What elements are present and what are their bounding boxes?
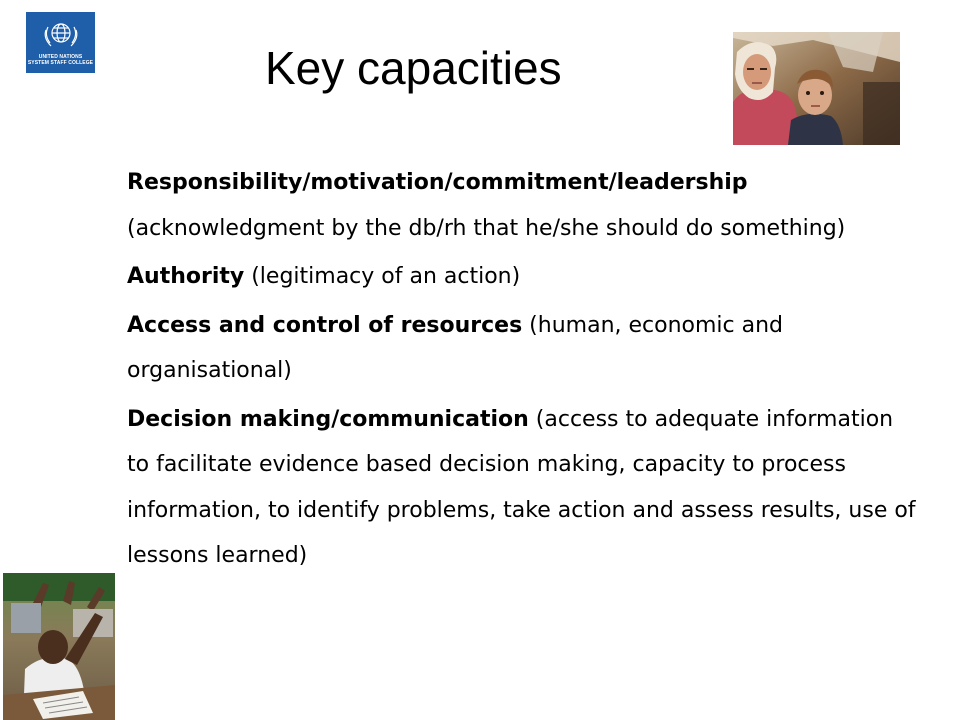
key-capacities-list — [127, 160, 917, 582]
list-item-heading: Authority — [127, 264, 245, 289]
photo-woman-and-child — [733, 32, 900, 145]
un-emblem-icon — [38, 18, 84, 52]
list-item-detail: (acknowledgment by the db/rh that he/she should do something) — [127, 215, 846, 241]
list-item — [127, 160, 917, 251]
list-item-detail: (legitimacy of an action) — [244, 264, 521, 289]
list-item — [127, 254, 917, 300]
list-item-heading: Decision making/communication — [127, 406, 529, 432]
list-item — [127, 303, 917, 394]
list-item-detail: (human, economic and organisational) — [127, 312, 784, 383]
slide-title: Key capacities — [265, 42, 562, 94]
list-item-heading: Responsibility/motivation/commitment/leadership — [127, 170, 748, 195]
un-system-staff-college-logo — [26, 12, 95, 73]
photo-classroom-students — [3, 573, 115, 720]
list-item-detail: (access to adequate information to facilitate evidence based decision making, capacity to process information, to identify problems, take action and assess results, use of lessons learned) — [127, 406, 916, 568]
logo-caption: UNITED NATIONS SYSTEM STAFF COLLEGE — [27, 54, 94, 66]
list-item — [127, 397, 917, 579]
list-item-heading: Access and control of resources — [127, 312, 523, 338]
